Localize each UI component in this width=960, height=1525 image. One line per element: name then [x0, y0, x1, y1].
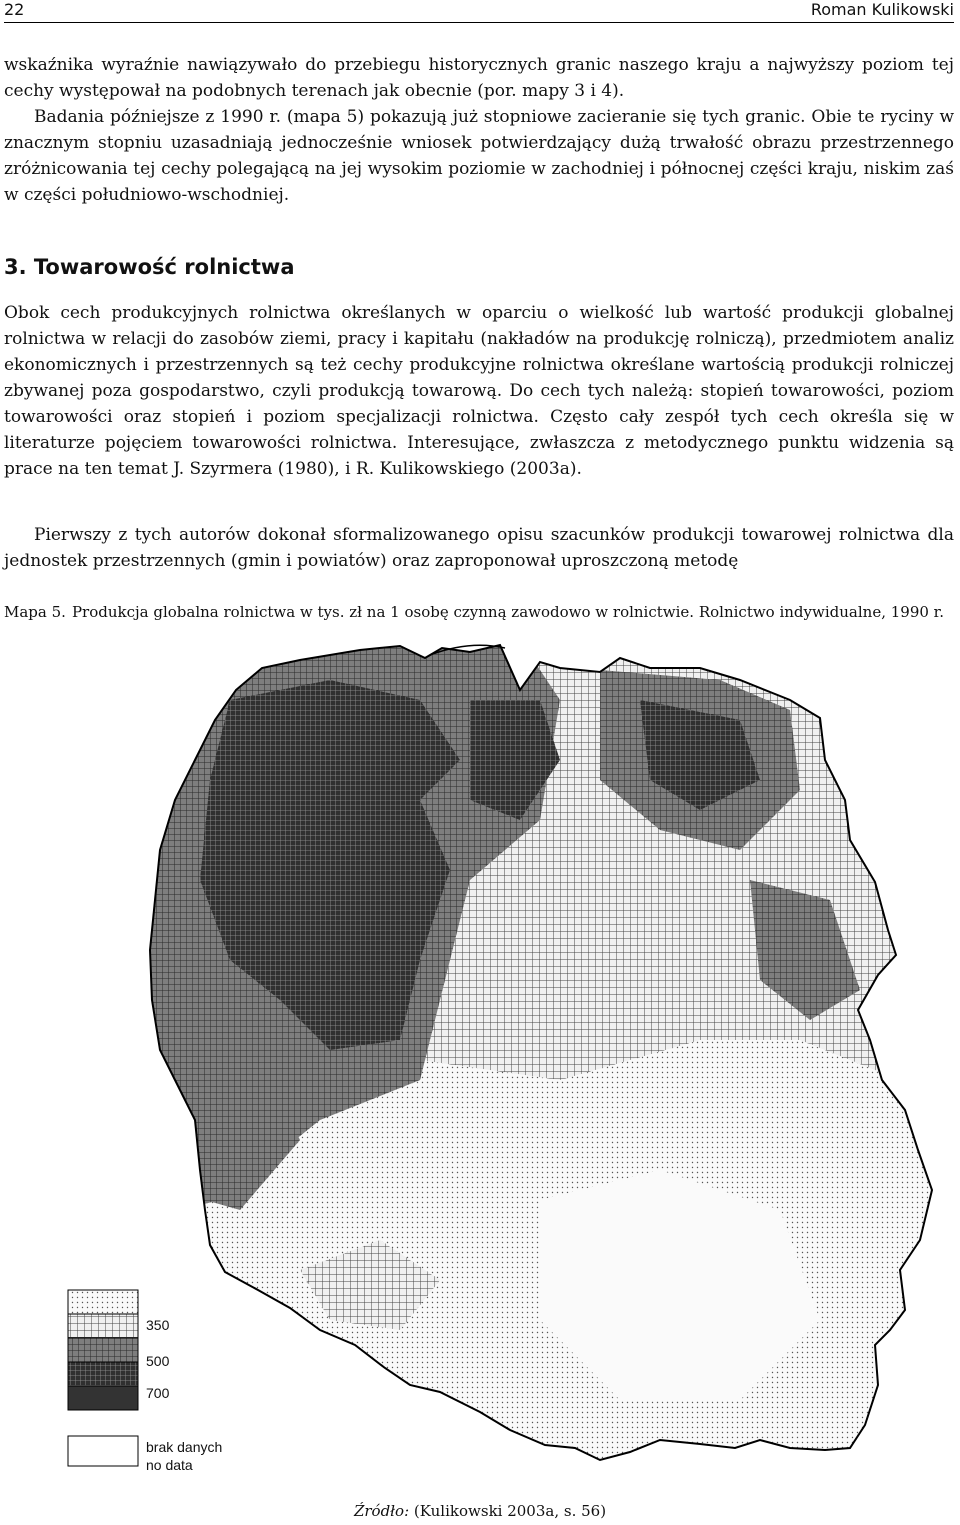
figure-label: Mapa 5. — [4, 603, 66, 621]
paragraph-1: wskaźnika wyraźnie nawiązywało do przebiegu historycznych granic naszego kraju a najwyższy poziom tej cechy występował na podobnych terenach jak obecnie (por. mapy 3 i 4). — [4, 55, 954, 101]
legend-swatch-lowest — [68, 1290, 138, 1314]
paragraph-2: Badania późniejsze z 1990 r. (mapa 5) pokazują już stopniowe zacieranie się tych granic. Obie te ryciny w znacznym stopniu uzasadniają jednocześnie wniosek potwierdzający dużą trwałość obrazu przestrzennego zróżnicowania tej cechy polegającą na jej wysokim poziomie w zachodniej i północnej części kraju, niskim zaś w części południowo-wschodniej. — [4, 107, 954, 205]
legend-swatch-500 — [68, 1338, 138, 1362]
legend-label-nodata-pl: brak danych — [146, 1439, 223, 1455]
legend-label-nodata-en: no data — [146, 1457, 193, 1473]
section-heading: 3. Towarowość rolnictwa — [4, 255, 295, 279]
running-author: Roman Kulikowski — [810, 0, 954, 19]
legend-label-350: 350 — [146, 1317, 170, 1333]
page-number: 22 — [4, 0, 25, 19]
source-label: Źródło: — [353, 1502, 410, 1520]
section-paragraph-1: Obok cech produkcyjnych rolnictwa określanych w oparciu o wielkość lub wartość produkcji globalnej rolnictwa w relacji do zasobów ziemi, pracy i kapitału (nakładów na produkcję rolniczą), przedmiotem analiz ekonomicznych i przestrzennych są też cechy produkcyjne rolnictwa określane wartością produkcji rolniczej zbywanej poza gospodarstwo, czyli produkcją towarową. Do cech tych należą: stopień towarowości, poziom towarowości oraz stopień i poziom specjalizacji rolnictwa. Często cały zespół tych cech określa się w literaturze pojęciem towarowości rolnictwa. Interesujące, zwłaszcza z metodycznego punktu widzenia są prace na ten temat J. Szyrmera (1980), i R. Kulikowskiego (2003a). — [4, 303, 954, 479]
legend-label-700: 700 — [146, 1385, 170, 1401]
map-choropleth — [140, 640, 940, 1470]
map-legend — [68, 1290, 222, 1473]
legend-swatch-highest — [68, 1386, 138, 1410]
source-text: (Kulikowski 2003a, s. 56) — [413, 1502, 607, 1520]
legend-swatch-700 — [68, 1362, 138, 1386]
figure-caption-text: Produkcja globalna rolnictwa w tys. zł na 1 osobę czynną zawodowo w rolnictwie. Rolnictwo indywidualne, 1990 r. — [71, 603, 944, 621]
legend-swatch-350 — [68, 1314, 138, 1338]
legend-label-500: 500 — [146, 1353, 170, 1369]
figure-source — [0, 1502, 960, 1520]
legend-swatch-nodata — [68, 1436, 138, 1466]
section-paragraph-2: Pierwszy z tych autorów dokonał sformalizowanego opisu szacunków produkcji towarowej rolnictwa dla jednostek przestrzennych (gmin i powiatów) oraz zaproponował uproszczoną metodę — [4, 525, 954, 571]
